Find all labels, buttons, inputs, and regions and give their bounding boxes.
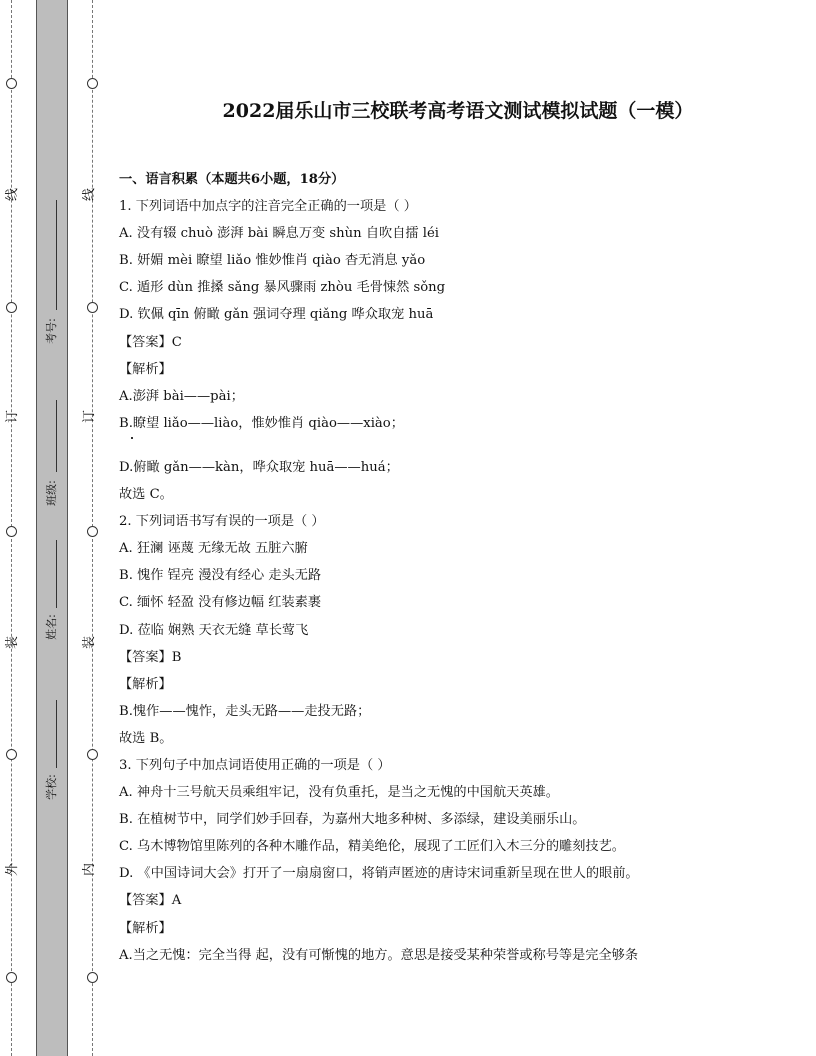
school-field-line[interactable] <box>56 700 57 768</box>
binding-margin <box>0 0 100 1056</box>
outer-mark-ding: 订 <box>5 409 21 424</box>
question-2-answer: 【答案】B <box>119 649 182 665</box>
binding-hole-circle <box>87 78 98 89</box>
binding-hole-circle <box>87 972 98 983</box>
class-field-label: 班级: <box>45 480 58 506</box>
exam-title: 2022届乐山市三校联考高考语文测试模拟试题（一模） <box>222 100 694 122</box>
binding-hole-circle <box>6 78 17 89</box>
question-2-analysis-b: B.愧作——愧怍，走头无路——走投无路； <box>119 703 371 719</box>
stray-dot-mark <box>119 437 779 454</box>
question-3-option-c: C. 乌木博物馆里陈列的各种木雕作品，精美绝伦，展现了工匠们入木三分的雕刻技艺。 <box>119 839 625 855</box>
question-1-analysis-b: B.瞭望 liǎo——liào，惟妙惟肖 qiào——xiào； <box>119 415 404 431</box>
question-2-analysis-label: 【解析】 <box>119 676 172 692</box>
exam-number-field-line[interactable] <box>56 200 57 310</box>
binding-hole-circle <box>87 526 98 537</box>
class-field-line[interactable] <box>56 400 57 472</box>
question-1-option-c: C. 遁形 dùn 推搡 sǎng 暴风骤雨 zhòu 毛骨悚然 sǒng <box>119 280 446 296</box>
inner-mark-zhuang: 装 <box>82 635 98 650</box>
question-3-option-a: A. 神舟十三号航天员乘组牢记，没有负重托，是当之无愧的中国航天英雄。 <box>119 785 559 801</box>
question-1-option-b: B. 妍媚 mèi 瞭望 liǎo 惟妙惟肖 qiào 杳无消息 yǎo <box>119 253 426 269</box>
name-field-label: 姓名: <box>45 614 58 640</box>
question-3-option-d: D. 《中国诗词大会》打开了一扇扇窗口，将销声匿迹的唐诗宋词重新呈现在世人的眼前。 <box>119 866 639 882</box>
inner-mark-nei: 内 <box>82 862 98 877</box>
binding-gray-bar <box>36 0 68 1056</box>
question-1-analysis-d: D.俯瞰 gǎn——kàn，哗众取宠 huā——huá； <box>119 459 399 475</box>
question-1-option-d: D. 钦佩 qīn 俯瞰 gǎn 强词夺理 qiǎng 哗众取宠 huā <box>119 307 434 323</box>
binding-hole-circle <box>6 526 17 537</box>
binding-hole-circle <box>6 302 17 313</box>
question-3-stem: 3. 下列句子中加点词语使用正确的一项是（ ） <box>119 757 391 773</box>
question-2-option-b: B. 愧作 锃亮 漫没有经心 走头无路 <box>119 568 322 584</box>
question-1-conclusion: 故选 C。 <box>119 487 173 503</box>
question-1-stem: 1. 下列词语中加点字的注音完全正确的一项是（ ） <box>119 199 417 215</box>
exam-number-field-label: 考号: <box>45 318 58 344</box>
school-field-label: 学校: <box>45 774 58 800</box>
inner-mark-xian: 线 <box>82 187 98 202</box>
question-1-answer: 【答案】C <box>119 334 182 350</box>
question-2-option-d: D. 莅临 娴熟 天衣无缝 草长莺飞 <box>119 622 309 638</box>
binding-hole-circle <box>6 749 17 760</box>
outer-mark-zhuang: 装 <box>5 635 21 650</box>
question-3-analysis-a: A.当之无愧：完全当得 起，没有可惭愧的地方。意思是接受某种荣誉或称号等是完全够条 <box>119 947 639 963</box>
name-field-line[interactable] <box>56 540 57 608</box>
question-3-analysis-label: 【解析】 <box>119 920 172 936</box>
question-1-analysis-label: 【解析】 <box>119 361 172 377</box>
binding-hole-circle <box>87 302 98 313</box>
outer-mark-xian: 线 <box>5 187 21 202</box>
question-2-stem: 2. 下列词语书写有误的一项是（ ） <box>119 514 325 530</box>
section-heading: 一、语言积累（本题共6小题，18分） <box>119 172 345 187</box>
question-2-option-c: C. 缅怀 轻盈 没有修边幅 红装素裹 <box>119 595 322 611</box>
exam-content <box>119 166 779 969</box>
outer-mark-wai: 外 <box>5 862 21 877</box>
question-1-analysis-a: A.澎湃 bài——pài； <box>119 388 244 404</box>
binding-hole-circle <box>6 972 17 983</box>
question-1-option-a: A. 没有辍 chuò 澎湃 bài 瞬息万变 shùn 自吹自擂 léi <box>119 226 440 242</box>
question-3-option-b: B. 在植树节中，同学们妙手回春，为嘉州大地多种树、多添绿，建设美丽乐山。 <box>119 812 586 828</box>
question-2-option-a: A. 狂澜 诬蔑 无缘无故 五脏六腑 <box>119 541 308 557</box>
question-2-conclusion: 故选 B。 <box>119 730 173 746</box>
binding-hole-circle <box>87 749 98 760</box>
inner-mark-ding: 订 <box>82 409 98 424</box>
question-3-answer: 【答案】A <box>119 893 182 909</box>
